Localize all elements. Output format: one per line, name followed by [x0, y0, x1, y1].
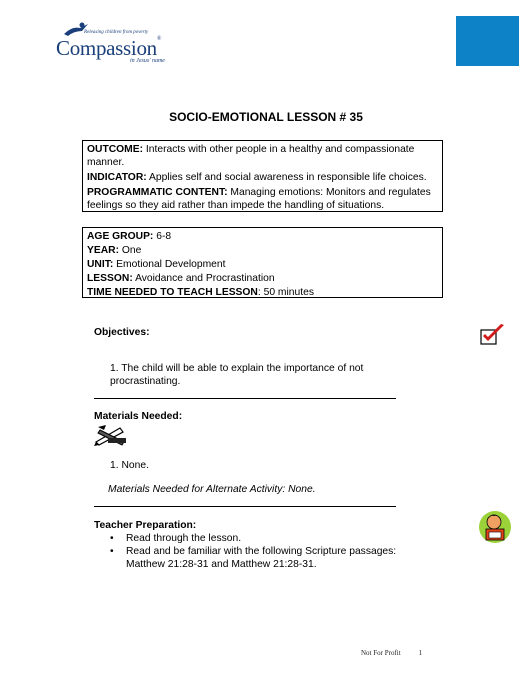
- outcome-line: OUTCOME: Interacts with other people in a healthy and compassionate manner.: [87, 144, 415, 168]
- child-reading-icon: [478, 510, 512, 546]
- compassion-logo: [56, 22, 186, 66]
- pencil-tools-icon: [94, 424, 128, 446]
- checkbox-check-icon: [480, 324, 506, 346]
- lesson-info-box: [82, 227, 443, 298]
- logo-wordmark: Compassion®: [56, 36, 162, 60]
- indicator-line: INDICATOR: Applies self and social awareness in responsible life choices.: [87, 172, 427, 183]
- materials-heading: Materials Needed:: [94, 411, 183, 422]
- age-group-row: AGE GROUP: 6-8: [87, 231, 172, 242]
- unit-row: UNIT: Emotional Development: [87, 259, 226, 270]
- teacher-prep-item-2: • Read and be familiar with the following Scripture passages: Matthew 21:28-31 and Matthew 21:28-31.: [98, 545, 418, 571]
- time-row: TIME NEEDED TO TEACH LESSON: 50 minutes: [87, 287, 314, 298]
- teacher-prep-heading: Teacher Preparation:: [94, 520, 197, 531]
- objective-item-1: 1. The child will be able to explain the importance of not procrastinating.: [110, 363, 364, 387]
- objectives-heading: Objectives:: [94, 327, 150, 338]
- section-divider-2: [94, 506, 396, 507]
- materials-item-1: 1. None.: [110, 460, 149, 471]
- teacher-prep-list: [98, 532, 418, 571]
- page-footer: Not For Profit 1: [361, 649, 423, 657]
- logo-subtitle: in Jesus' name: [130, 58, 165, 64]
- alternate-materials: Materials Needed for Alternate Activity: None.: [108, 484, 316, 495]
- outcome-box: [82, 140, 443, 212]
- logo-tagline: Releasing children from poverty: [84, 30, 149, 35]
- teacher-prep-item-1: • Read through the lesson.: [98, 532, 418, 545]
- page-title: SOCIO-EMOTIONAL LESSON # 35: [169, 110, 363, 124]
- year-row: YEAR: One: [87, 245, 142, 256]
- lesson-row: LESSON: Avoidance and Procrastination: [87, 273, 275, 284]
- programmatic-line: PROGRAMMATIC CONTENT: Managing emotions: Monitors and regulates feelings so they aid rather than impede the handling of situations.: [87, 187, 431, 211]
- blue-corner-block: [456, 16, 519, 66]
- section-divider: [94, 398, 396, 399]
